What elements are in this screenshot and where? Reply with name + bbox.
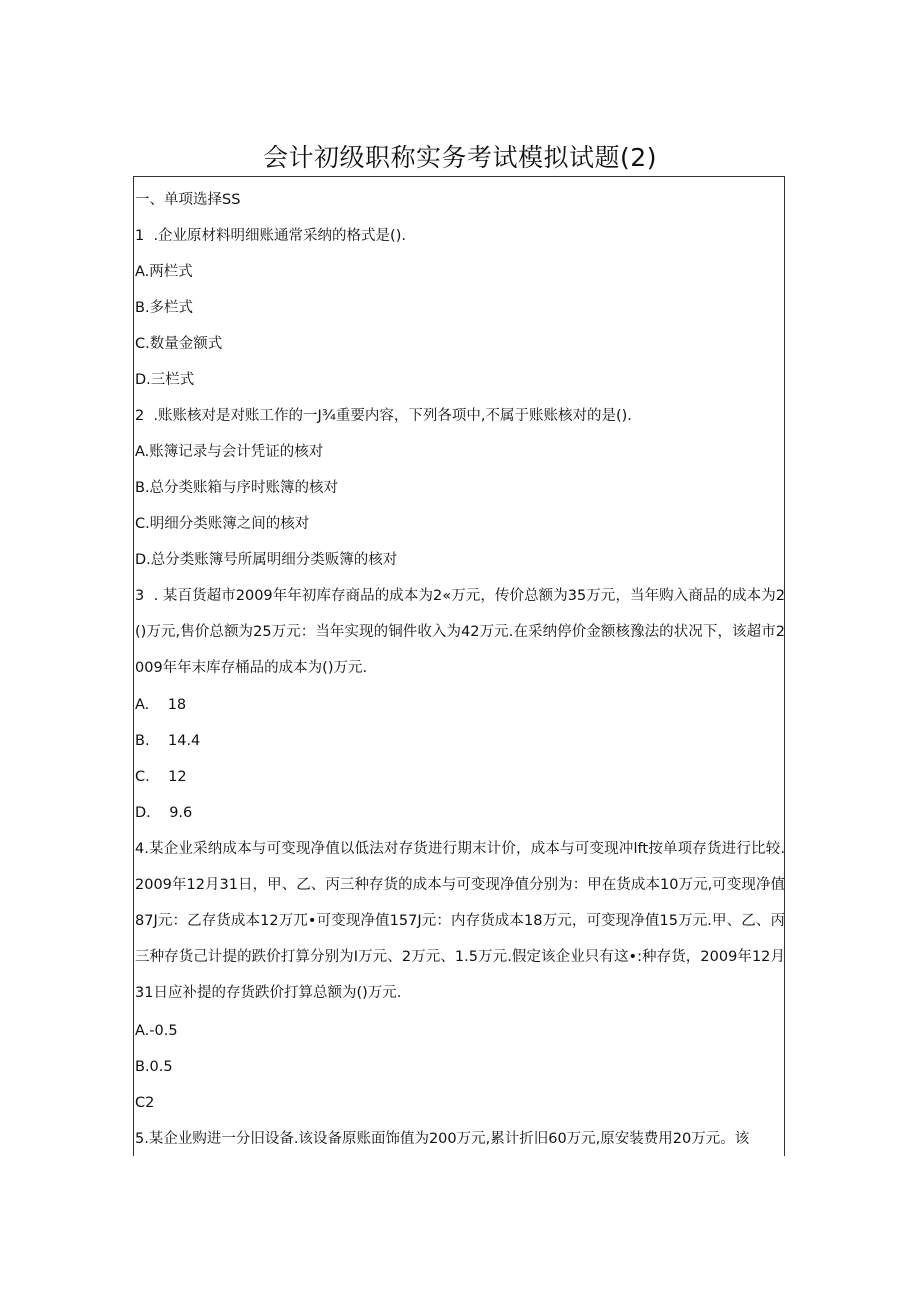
question-3-option-a: A. 18 [135, 697, 187, 713]
question-1-stem: 1 .企业原材料明细账通常采纳的格式是(). [135, 228, 406, 244]
question-3-option-b: B. 14.4 [135, 733, 201, 749]
question-4-stem: 4.某企业采纳成本与可变现净值以低法对存货进行期末计价，成本与可变现冲lft按单项存货进行比较.2009年12月31日，甲、乙、丙三种存货的成本与可变现净值分别为：甲在货成本10万元,可变现净值87J元：乙存货成本12万兀•可变现净值157J元：内存货成本18万元，可变现净值15万元.甲、乙、丙三种存货己计提的跌价打算分别为I万元、2万元、1.5万元.假定该企业只有这•:种存货，2009年12月31日应补提的存货跌价打算总额为()万元. [135, 841, 785, 1001]
question-5-stem: 5.某企业购进一分旧设备.该设备原账面饰值为200万元,累计折旧60万元,原安装费用20万元。该 [135, 1131, 750, 1147]
question-1-option-b: B.多栏式 [135, 300, 194, 316]
question-1-option-a: A.两栏式 [135, 264, 193, 280]
question-1-option-c: C.数量金额式 [135, 336, 223, 352]
question-4-option-c: C2 [135, 1095, 155, 1111]
question-3-option-d: D. 9.6 [135, 805, 193, 821]
document-title: 会计初级职称实务考试模拟试题(2) [263, 143, 657, 172]
question-4-option-a: A.-0.5 [135, 1023, 178, 1039]
question-3-stem: 3 . 某百货超市2009年年初库存商品的成本为2«万元，传价总额为35万元，当年购入商品的成本为2()万元,售价总额为25万元：当年实现的铜件收入为42万元.在采纳停价金额核豫法的状况下，该超市2009年年末库存桶品的成本为()万元. [135, 588, 785, 676]
question-2-option-a: A.账簿记录与会计凭证的核对 [135, 444, 324, 460]
question-1-option-d: D.三栏式 [135, 372, 195, 388]
question-2-option-d: D.总分类账簿号所属明细分类贩簿的核对 [135, 552, 398, 568]
question-4-option-b: B.0.5 [135, 1059, 173, 1075]
question-2-stem: 2 .账账核对是对账工作的一J¾重要内容，下列各项中,不属于账账核对的是(). [135, 408, 632, 424]
section-heading: 一、单项选择SS [135, 192, 241, 208]
question-3-option-c: C. 12 [135, 769, 187, 785]
question-2-option-b: B.总分类账箱与序时账簿的核对 [135, 480, 339, 496]
question-2-option-c: C.明细分类账簿之间的核对 [135, 516, 310, 532]
